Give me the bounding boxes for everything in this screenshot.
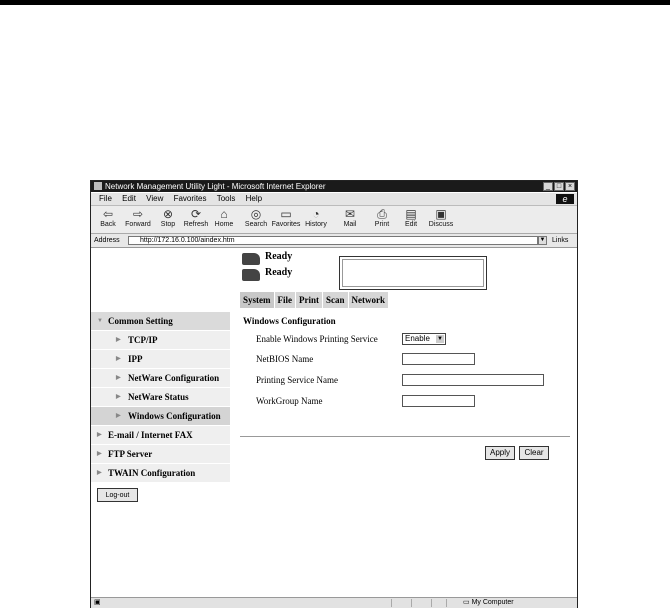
enable-service-label: Enable Windows Printing Service (256, 334, 378, 344)
favorites-button[interactable] (271, 208, 301, 228)
address-bar (91, 234, 577, 248)
workgroup-name-label: WorkGroup Name (256, 396, 323, 406)
stop-icon: ⊗ (162, 207, 174, 221)
discuss-button[interactable] (426, 208, 456, 228)
collapsed-arrow-icon: ▶ (116, 356, 121, 362)
title-bar (91, 181, 577, 192)
sidebar-item-twain-configuration[interactable] (91, 464, 230, 483)
sidebar-item-label: IPP (128, 354, 143, 364)
collapsed-arrow-icon: ▶ (97, 470, 102, 476)
toolbar-button-label: Discuss (428, 221, 454, 228)
edit-icon: ▤ (405, 207, 417, 221)
ie-logo-icon: e (556, 194, 574, 204)
browser-window (90, 180, 578, 608)
chevron-down-icon: ▼ (437, 336, 443, 342)
sidebar-item-label: TWAIN Configuration (108, 468, 196, 478)
tab-network[interactable]: Network (349, 292, 390, 308)
forward-arrow-icon: ⇨ (132, 207, 144, 221)
collapsed-arrow-icon: ▶ (116, 375, 121, 381)
back-button[interactable] (93, 208, 123, 228)
toolbar-button-label: Edit (404, 221, 418, 228)
sidebar-item-label: Common Setting (108, 316, 173, 326)
refresh-icon: ⟳ (190, 207, 202, 221)
menu-edit[interactable]: Edit (122, 194, 136, 203)
discuss-icon: ▣ (435, 207, 447, 221)
toolbar-button-label: Forward (125, 221, 151, 228)
status-bar (91, 597, 577, 608)
sidebar-item-tcp-ip[interactable] (91, 331, 230, 350)
page-status-icon: ▣ (94, 599, 101, 606)
print-button[interactable] (367, 208, 397, 228)
printer-status-icon (242, 253, 260, 265)
toolbar-button-label: Mail (343, 221, 357, 228)
computer-icon: ▭ (463, 599, 470, 606)
address-dropdown-icon[interactable]: ▼ (539, 237, 546, 243)
search-button[interactable] (241, 208, 271, 228)
toolbar-button-label: Favorites (271, 221, 301, 228)
form-divider (240, 436, 570, 437)
sidebar-item-label: FTP Server (108, 449, 153, 459)
status-cell (411, 599, 412, 607)
maximize-button[interactable]: □ (554, 182, 564, 191)
printing-service-name-input[interactable] (402, 374, 544, 386)
sidebar-item-label: TCP/IP (128, 335, 158, 345)
sidebar-item-common-setting[interactable] (91, 312, 230, 331)
edit-button[interactable] (396, 208, 426, 228)
logout-button[interactable]: Log-out (97, 488, 138, 502)
enable-service-value: Enable (405, 334, 430, 343)
mail-icon: ✉ (344, 207, 356, 221)
toolbar-button-label: Back (100, 221, 116, 228)
apply-button[interactable]: Apply (485, 446, 515, 460)
home-icon: ⌂ (220, 207, 228, 221)
status-cell (431, 599, 432, 607)
collapsed-arrow-icon: ▶ (97, 451, 102, 457)
sidebar-item-netware-configuration[interactable] (91, 369, 230, 388)
back-arrow-icon: ⇦ (102, 207, 114, 221)
sidebar-item-label: NetWare Status (128, 392, 189, 402)
toolbar-button-label: Home (214, 221, 234, 228)
address-label: Address (94, 237, 120, 244)
menu-file[interactable]: File (99, 194, 112, 203)
scanner-status-text: Ready (265, 267, 293, 278)
printing-service-name-label: Printing Service Name (256, 375, 338, 385)
page-content (91, 248, 577, 597)
collapsed-arrow-icon: ▶ (116, 394, 121, 400)
links-button[interactable]: Links (552, 237, 569, 244)
tab-system[interactable]: System (240, 292, 275, 308)
sidebar-item-e-mail-internet-fax[interactable] (91, 426, 230, 445)
menu-help[interactable]: Help (245, 194, 263, 203)
mail-button[interactable] (335, 208, 365, 228)
clear-button[interactable]: Clear (519, 446, 549, 460)
toolbar-button-label: Refresh (183, 221, 209, 228)
zone-label: My Computer (471, 599, 514, 606)
netbios-name-input[interactable] (402, 353, 475, 365)
menu-tools[interactable]: Tools (216, 194, 236, 203)
toolbar-button-label: History (305, 221, 327, 228)
status-cell (391, 599, 392, 607)
sidebar-item-windows-configuration[interactable] (91, 407, 230, 426)
close-button[interactable]: × (565, 182, 575, 191)
favorites-icon: ▭ (280, 207, 292, 221)
history-icon: ◔ (312, 207, 320, 221)
stop-button[interactable] (153, 208, 183, 228)
expanded-arrow-icon: ▼ (97, 318, 103, 324)
collapsed-arrow-icon: ▶ (97, 432, 102, 438)
home-button[interactable] (209, 208, 239, 228)
sidebar-item-label: NetWare Configuration (128, 373, 220, 383)
minimize-button[interactable]: _ (543, 182, 553, 191)
menu-view[interactable]: View (146, 194, 164, 203)
collapsed-arrow-icon: ▶ (116, 413, 121, 419)
form-title: Windows Configuration (243, 316, 336, 326)
menu-bar (91, 193, 577, 206)
toolbar-button-label: Search (244, 221, 268, 228)
status-cell (446, 599, 447, 607)
sidebar-nav (91, 312, 230, 483)
workgroup-name-input[interactable] (402, 395, 475, 407)
forward-button[interactable] (123, 208, 153, 228)
collapsed-arrow-icon: ▶ (116, 337, 121, 343)
refresh-button[interactable] (181, 208, 211, 228)
tab-bar (240, 292, 389, 308)
security-zone (463, 598, 514, 608)
ie-window-icon (94, 182, 102, 190)
netbios-name-label: NetBIOS Name (256, 354, 314, 364)
sidebar-item-label: Windows Configuration (128, 411, 221, 421)
page-top-rule (0, 0, 670, 5)
tab-print[interactable]: Print (296, 292, 323, 308)
sidebar-item-ipp[interactable] (91, 350, 230, 369)
sidebar-item-label: E-mail / Internet FAX (108, 430, 193, 440)
print-icon: ⎙ (377, 207, 387, 221)
window-title: Network Management Utility Light - Microsoft Internet Explorer (105, 182, 326, 191)
sidebar-item-ftp-server[interactable] (91, 445, 230, 464)
sidebar-item-netware-status[interactable] (91, 388, 230, 407)
search-icon: ◎ (250, 207, 262, 221)
tab-scan[interactable]: Scan (323, 292, 349, 308)
toolbar (91, 206, 577, 234)
menu-favorites[interactable]: Favorites (173, 194, 207, 203)
address-input[interactable]: http://172.16.0.100/aindex.htm (128, 236, 538, 245)
toolbar-button-label: Stop (160, 221, 176, 228)
enable-service-select[interactable] (402, 333, 446, 345)
tab-file[interactable]: File (275, 292, 297, 308)
printer-status-text: Ready (265, 251, 293, 262)
status-message-box (339, 256, 487, 290)
history-button[interactable] (301, 208, 331, 228)
scanner-status-icon (242, 269, 260, 281)
toolbar-button-label: Print (374, 221, 390, 228)
